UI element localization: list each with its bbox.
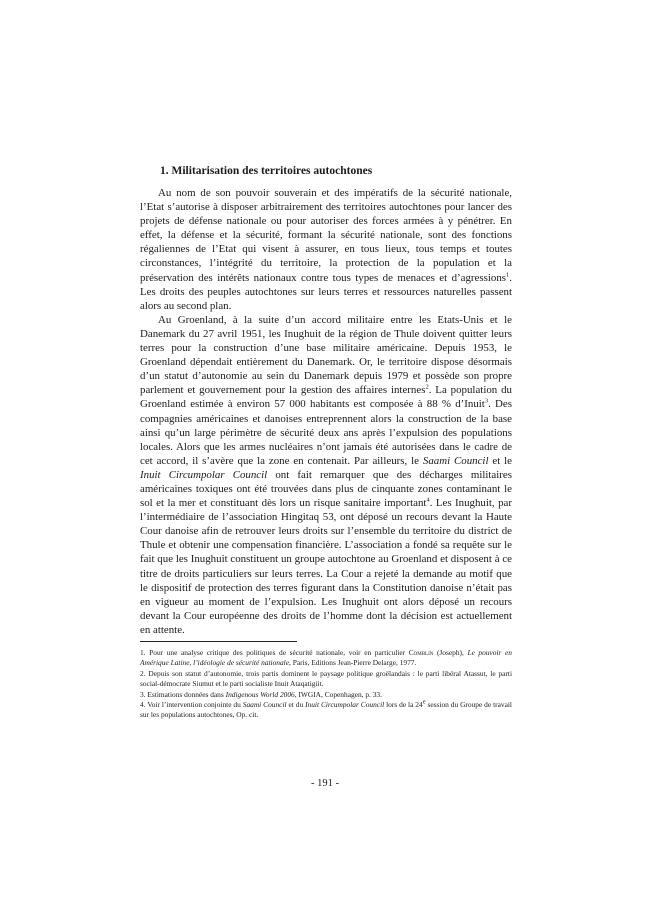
paragraph-text: . Des compagnies américaines et danoises entreprennent alors la construction de la base ainsi qu’un large périmètre de sécurité deux ans après l’expulsion des populations locales. Alors que les armes nucléaires n’ont jamais été autorisées dans le cadre de cet accord, il s’avère que la zone en contenait. Par ailleurs, le	[140, 398, 512, 467]
section-title: 1. Militarisation des territoires autochtones	[160, 165, 373, 177]
footnote-divider	[140, 641, 297, 642]
footnote-text: , Paris, Editions Jean-Pierre Delarge, 1977.	[289, 658, 417, 668]
main-text	[140, 164, 512, 637]
paragraph	[140, 186, 512, 313]
footnote-text: et du	[286, 700, 306, 710]
footnote	[140, 690, 512, 700]
footnotes	[140, 641, 512, 721]
footnote-text: , IWGIA, Copenhagen, p. 33.	[294, 689, 382, 699]
book-title: Le pouvoir en Amérique Latine, l’idéologie de sécurité nationale	[140, 648, 512, 668]
footnote-ref[interactable]: 4	[426, 496, 430, 504]
paragraph-text: et le	[488, 454, 512, 467]
organization-name: Inuit Circumpolar Council	[140, 468, 268, 481]
paragraph-text: ont fait remarquer que des décharges militaires américaines toxiques ont été trouvées dans plus de cinquante zones contaminant le sol et la mer et constituant dès lors un risque sanitaire important	[140, 468, 512, 510]
footnote-text: 4. Voir l’intervention conjointe du	[140, 700, 243, 710]
footnote-text: session du Groupe de travail sur les populations autochtones, Op. cit.	[140, 700, 512, 720]
ordinal-suffix: e	[422, 698, 426, 706]
author-name: Comblin	[408, 648, 434, 657]
paragraph-text: Au nom de son pouvoir souverain et des impératifs de la sécurité nationale, l’Etat s’autorise à disposer arbitrairement des territoires autochtones pour lancer des projets de défense nationale ou pour autoriser des forces armées à y pénétrer. En effet, la défense et la sécurité, formant la sécurité nationale, sont des fonctions régaliennes de l’Etat qui visent à assurer, en tous lieux, tous temps et toutes circonstances, l’intégrité du territoire, la protection de la population et la préservation des intérêts nationaux contre tous types de menaces et d’agressions	[140, 187, 512, 284]
footnote-text: 3. Estimations données dans	[140, 689, 226, 699]
paragraph-text: Au Groenland, à la suite d’un accord militaire entre les Etats-Unis et le Danemark du 27 avril 1951, les Inughuit de la région de Thule doivent quitter leurs terres pour la construction d’une base militaire américaine. Depuis 1953, le Groenland dépendait entièrement du Danemark. Or, le territoire dispose désormais d’un statut d’autonomie au sein du Danemark depuis 1979 et possède son propre parlement et gouvernement pour la gestion des affaires internes	[140, 313, 512, 397]
paragraph-text: . La population du Groenland estimée à environ 57 000 habitants est composée à 88 % d’Inuit	[140, 384, 512, 411]
paragraph-text: . Les Inughuit, par l’intermédiaire de l’association Hingitaq 53, ont déposé un recours devant la Haute Cour danoise afin de retrouver leurs droits sur l’ensemble du territoire du district de Thule et obtenir une compensation financière. L’association a fondé sa requête sur le fait que les Inughuit constituent un groupe autochtone au Groenland et disposent à ce titre de droits particuliers sur leurs terres. La Cour a rejeté la demande au motif que le dispositif de protection des terres figurant dans la Constitution danoise n’était pas en vigueur au moment de l’expulsion. Les Inughuit ont alors déposé un recours devant la Cour européenne des droits de l’homme dont la décision est actuellement en attente.	[140, 497, 512, 636]
footnote-text: lors de la 24	[384, 700, 423, 710]
footnote	[140, 648, 512, 669]
footnote	[140, 700, 512, 721]
footnote-text: 2. Depuis son statut d’autonomie, trois partis dominent le paysage politique groëlandais : le parti libéral Atassut, le parti social-démocrate Siumut et le parti socialiste Inuit Ataqatigiit.	[140, 668, 512, 689]
footnote-ref[interactable]: 2	[425, 383, 429, 391]
footnote-text: 1. Pour une analyse critique des politiques de sécurité nationale, voir en particulier	[140, 648, 409, 657]
organization-name: Saami Council	[242, 700, 287, 710]
footnote-ref[interactable]: 3	[484, 397, 489, 405]
paragraph-text: . Les droits des peuples autochtones sur leurs terres et ressources naturelles passent alors au second plan.	[140, 271, 512, 312]
paragraph	[140, 313, 512, 637]
organization-name: Inuit Circumpolar Council	[305, 700, 385, 710]
footnote	[140, 669, 512, 690]
book-title: Indigenous World 2006	[225, 689, 295, 699]
footnote-text: (Joseph),	[433, 648, 468, 657]
page-number: - 191 -	[311, 778, 339, 789]
footnote-ref[interactable]: 1	[506, 270, 510, 278]
organization-name: Saami Council	[422, 454, 489, 467]
